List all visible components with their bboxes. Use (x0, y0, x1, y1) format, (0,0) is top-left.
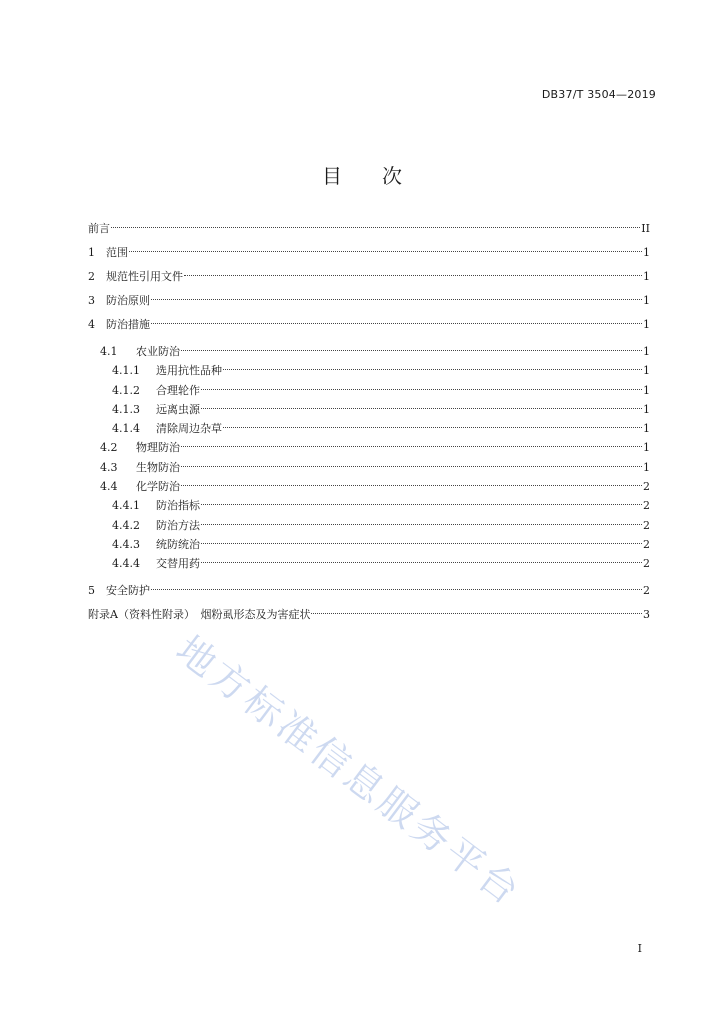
toc-entry-number: 5 (88, 583, 95, 597)
standard-code: DB37/T 3504—2019 (541, 88, 656, 101)
toc-leader (151, 323, 642, 324)
toc-entry-label: 物理防治 (136, 441, 180, 455)
toc-entry-label: 清除周边杂草 (156, 422, 222, 436)
toc-entry-label: 范围 (106, 246, 128, 259)
toc-entry[interactable] (88, 458, 650, 477)
toc-entry-page: II (641, 222, 650, 235)
toc-leader (181, 446, 642, 447)
toc-entry[interactable] (88, 496, 650, 515)
toc-entry-label: 防治指标 (156, 499, 200, 513)
toc-leader (111, 227, 640, 228)
toc-leader (201, 389, 642, 390)
toc-entry-number: 2 (88, 270, 95, 283)
toc-leader (151, 589, 642, 590)
toc-entry[interactable] (88, 217, 650, 241)
toc-entry-number: 4.4.1 (112, 499, 140, 513)
toc-entry[interactable] (88, 438, 650, 457)
toc-entry[interactable] (88, 400, 650, 419)
toc-leader (184, 275, 642, 276)
toc-entry[interactable] (88, 361, 650, 380)
toc-entry-page: 1 (643, 318, 650, 331)
toc-leader (201, 562, 642, 563)
toc-entry-label: 防治原则 (106, 294, 150, 307)
toc-entry-label: 农业防治 (136, 345, 180, 358)
toc-entry-label: 附录A（资料性附录） 烟粉虱形态及为害症状 (88, 607, 311, 621)
toc-entry-label: 防治措施 (106, 318, 150, 331)
toc-leader (151, 299, 642, 300)
toc-entry-number: 4.4.3 (112, 537, 140, 551)
toc-entry[interactable] (88, 265, 650, 289)
toc-leader (181, 466, 642, 467)
toc-entry-label: 远离虫源 (156, 402, 200, 416)
toc-entry-page: 1 (643, 402, 650, 416)
toc-entry-number: 4.1.2 (112, 383, 140, 397)
toc-entry[interactable] (88, 535, 650, 554)
toc-entry-number: 4 (88, 318, 95, 331)
toc-leader (201, 408, 642, 409)
toc-entry-number: 4.1 (100, 345, 118, 358)
toc-entry-page: 2 (643, 499, 650, 513)
toc-leader (129, 251, 642, 252)
toc-entry[interactable] (88, 241, 650, 265)
toc-entry-label: 生物防治 (136, 460, 180, 474)
toc-entry-page: 1 (643, 294, 650, 307)
toc-entry-label: 合理轮作 (156, 383, 200, 397)
toc-entry-label: 前言 (88, 222, 110, 235)
toc-entry-label: 安全防护 (106, 583, 150, 597)
toc-entry-page: 1 (643, 270, 650, 283)
toc-leader (223, 369, 642, 370)
toc-entry[interactable] (88, 579, 650, 603)
toc-entry-number: 4.4.2 (112, 518, 140, 532)
toc-entry-number: 4.2 (100, 441, 118, 455)
page-title: 目 次 (322, 164, 402, 188)
toc-entry-number: 1 (88, 246, 95, 259)
toc-entry-page: 1 (643, 441, 650, 455)
toc-entry-page: 2 (643, 480, 650, 494)
toc-entry-number: 4.4 (100, 480, 118, 494)
toc-entry[interactable] (88, 342, 650, 361)
page-number: I (637, 942, 642, 955)
toc-entry-page: 2 (643, 518, 650, 532)
toc-entry[interactable] (88, 289, 650, 313)
toc-leader (181, 350, 642, 351)
toc-entry-label: 化学防治 (136, 480, 180, 494)
toc-entry-number: 4.1.1 (112, 364, 140, 378)
toc-entry-label: 统防统治 (156, 537, 200, 551)
table-of-contents (88, 217, 650, 627)
toc-entry[interactable] (88, 381, 650, 400)
toc-leader (201, 543, 642, 544)
toc-entry[interactable] (88, 516, 650, 535)
toc-entry-page: 1 (643, 345, 650, 358)
toc-entry-number: 4.1.3 (112, 402, 140, 416)
toc-entry-page: 2 (643, 557, 650, 571)
toc-entry-page: 1 (643, 383, 650, 397)
toc-entry-number: 3 (88, 294, 95, 307)
toc-entry-page: 1 (643, 422, 650, 436)
toc-entry-page: 3 (643, 607, 650, 621)
toc-entry-page: 2 (643, 537, 650, 551)
toc-entry-page: 1 (643, 246, 650, 259)
toc-entry[interactable] (88, 313, 650, 337)
toc-leader (201, 524, 642, 525)
toc-entry-label: 规范性引用文件 (106, 270, 183, 283)
toc-entry-number: 4.3 (100, 460, 118, 474)
toc-leader (201, 504, 642, 505)
toc-entry-page: 1 (643, 460, 650, 474)
toc-entry[interactable] (88, 477, 650, 496)
toc-entry[interactable] (88, 419, 650, 438)
toc-leader (223, 427, 642, 428)
toc-entry-label: 防治方法 (156, 518, 200, 532)
toc-leader (181, 485, 642, 486)
toc-entry[interactable] (88, 554, 650, 573)
watermark: 地方标准信息服务平台 (168, 627, 531, 916)
toc-entry-page: 2 (643, 583, 650, 597)
toc-entry-number: 4.4.4 (112, 557, 140, 571)
toc-leader (311, 613, 642, 614)
toc-entry-number: 4.1.4 (112, 422, 140, 436)
toc-entry[interactable] (88, 603, 650, 627)
toc-entry-label: 交替用药 (156, 557, 200, 571)
toc-entry-page: 1 (643, 364, 650, 378)
toc-entry-label: 选用抗性品种 (156, 364, 222, 378)
